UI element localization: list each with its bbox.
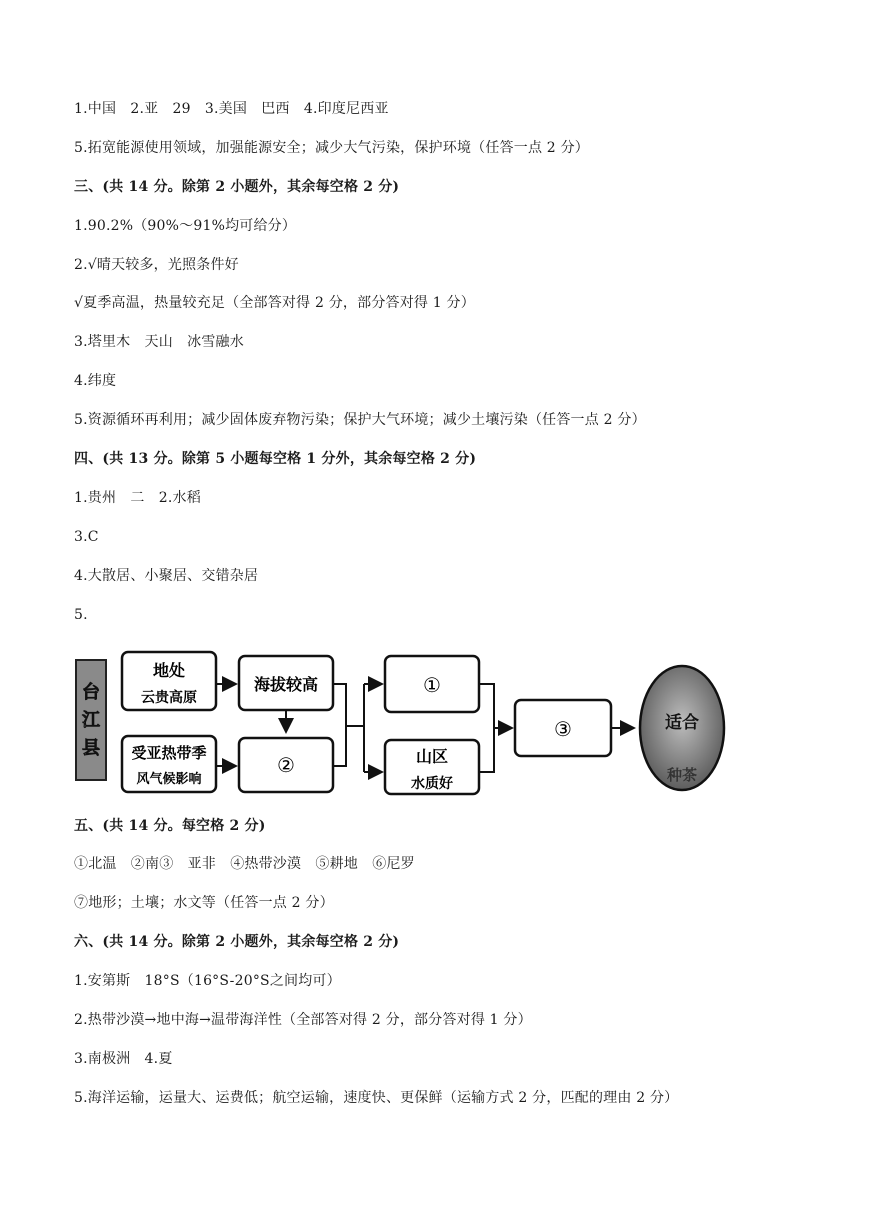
altitude-box — [239, 656, 333, 710]
answer-line-5-7: ⑦地形；土壤；水文等（任答一点 2 分） — [74, 895, 334, 911]
location-box — [122, 652, 216, 710]
answer-line-3-4: 4.纬度 — [74, 373, 117, 389]
svg-text:县: 县 — [82, 738, 100, 759]
blank-3-box — [515, 700, 611, 756]
svg-text:③: ③ — [554, 717, 572, 741]
answer-line-5-1: ①北温 ②南③ 亚非 ④热带沙漠 ⑤耕地 ⑥尼罗 — [74, 856, 415, 872]
answer-line-6-2: 2.热带沙漠→地中海→温带海洋性（全部答对得 2 分，部分答对得 1 分） — [74, 1012, 532, 1028]
answer-line-6-1: 1.安第斯 18°S（16°S-20°S之间均可） — [74, 973, 341, 989]
climate-box — [122, 736, 216, 792]
section-heading-6: 六、(共 14 分。除第 2 小题外，其余每空格 2 分) — [74, 934, 400, 950]
county-box — [76, 660, 106, 780]
answer-line-3-5: 5.资源循环再利用；减少固体废弃物污染；保护大气环境；减少土壤污染（任答一点 2 分） — [74, 412, 646, 428]
svg-text:风气候影响: 风气候影响 — [136, 772, 202, 787]
svg-text:地处: 地处 — [152, 661, 186, 680]
svg-text:②: ② — [277, 753, 295, 777]
result-oval — [640, 666, 724, 790]
svg-text:受亚热带季: 受亚热带季 — [131, 744, 207, 762]
answer-line-4-3: 3.C — [74, 529, 99, 545]
svg-text:云贵高原: 云贵高原 — [141, 690, 197, 706]
answer-line-4-1: 1.贵州 二 2.水稻 — [74, 490, 201, 506]
answer-line-6-3: 3.南极洲 4.夏 — [74, 1051, 173, 1067]
answer-line-4-5: 5. — [74, 607, 88, 623]
svg-text:适合: 适合 — [665, 713, 699, 733]
answer-line-4-4: 4.大散居、小聚居、交错杂居 — [74, 568, 259, 584]
flow-diagram — [74, 648, 734, 798]
section-heading-3: 三、(共 14 分。除第 2 小题外，其余每空格 2 分) — [74, 179, 400, 195]
answer-line-6-5: 5.海洋运输，运量大、运费低；航空运输，速度快、更保鲜（运输方式 2 分，匹配的理由 2 分） — [74, 1090, 679, 1106]
svg-text:水质好: 水质好 — [411, 776, 453, 792]
mountain-box — [385, 740, 479, 794]
answer-line-3-2b: √夏季高温，热量较充足（全部答对得 2 分，部分答对得 1 分） — [74, 295, 475, 311]
svg-text:种茶: 种茶 — [666, 766, 698, 784]
answer-line-3-1: 1.90.2%（90%～91%均可给分） — [74, 218, 297, 234]
svg-text:海拔较高: 海拔较高 — [253, 675, 319, 694]
svg-text:江: 江 — [82, 710, 100, 731]
answer-line-3-3: 3.塔里木 天山 冰雪融水 — [74, 334, 244, 350]
svg-text:①: ① — [423, 673, 441, 697]
answer-line-3-2: 2.√晴天较多，光照条件好 — [74, 257, 239, 273]
section-heading-5: 五、(共 14 分。每空格 2 分) — [74, 818, 266, 834]
answer-line-1: 1.中国 2.亚 29 3.美国 巴西 4.印度尼西亚 — [74, 101, 389, 117]
blank-2-box — [239, 738, 333, 792]
section-heading-4: 四、(共 13 分。除第 5 小题每空格 1 分外，其余每空格 2 分) — [74, 451, 477, 467]
answer-line-2: 5.拓宽能源使用领域，加强能源安全；减少大气污染，保护环境（任答一点 2 分） — [74, 140, 589, 156]
svg-text:台: 台 — [82, 682, 100, 703]
blank-1-box — [385, 656, 479, 712]
svg-text:山区: 山区 — [415, 747, 449, 766]
